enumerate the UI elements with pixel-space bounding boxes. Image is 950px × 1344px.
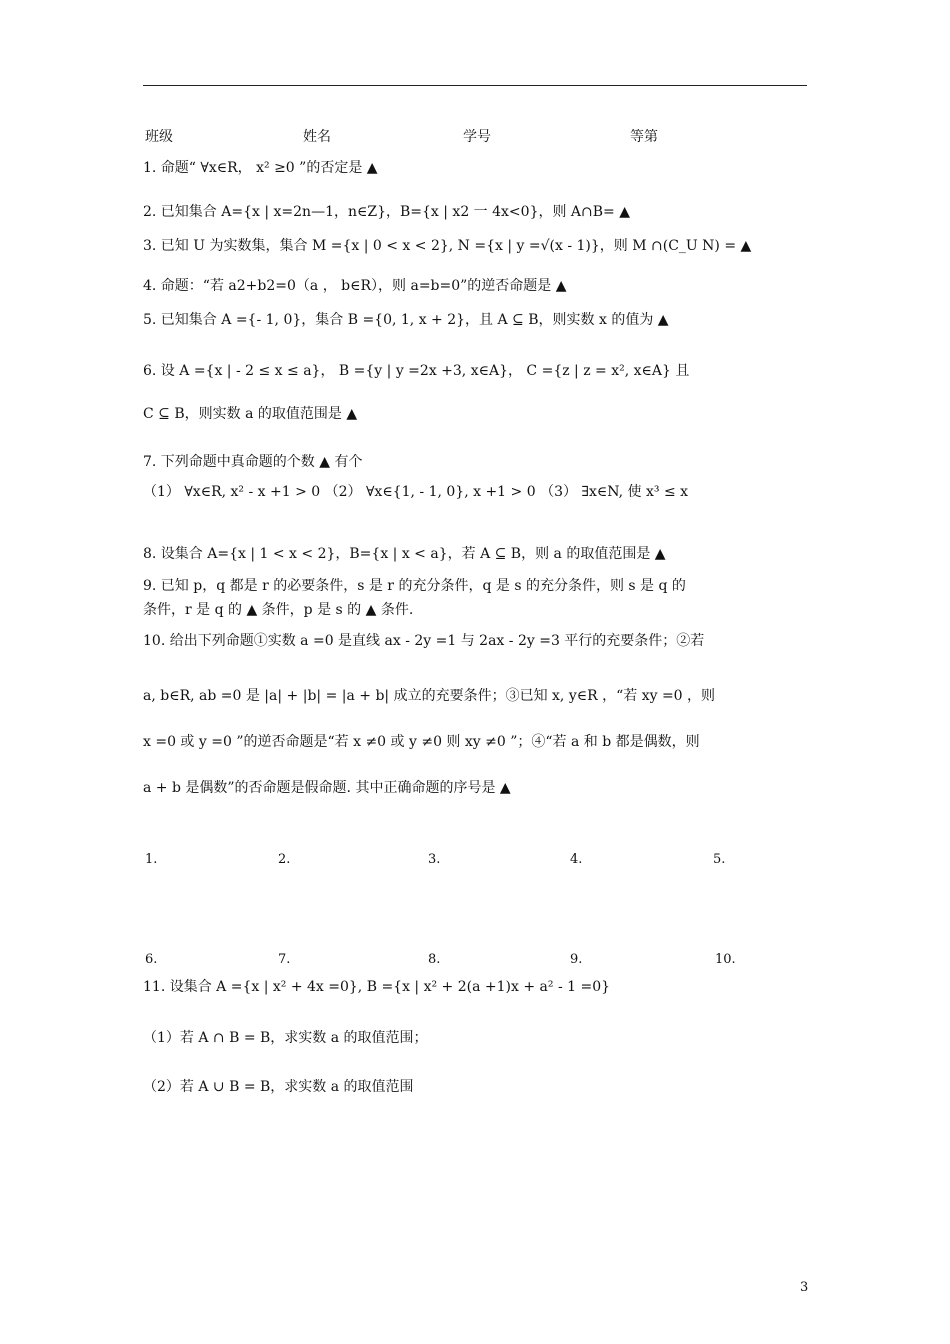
grade-label: 等第	[630, 129, 658, 145]
answer-slot: 7.	[278, 952, 291, 967]
question-7-statements: （1） ∀x∈R, x² - x +1 > 0 （2） ∀x∈{1, - 1, 0}, x +1 > 0 （3） ∃x∈N, 使 x³ ≤ x	[143, 484, 689, 500]
answer-slot: 6.	[145, 952, 158, 967]
answer-slots-row-2	[143, 951, 813, 969]
question-11-part-2: （2）若 A ∪ B = B，求实数 a 的取值范围	[143, 1079, 414, 1095]
question-4: 4. 命题：“若 a2+b2=0（a ， b∈R），则 a=b=0”的逆否命题是 ▲	[143, 278, 567, 294]
question-11: 11. 设集合 A ={x | x² + 4x =0}, B ={x | x² + 2(a +1)x + a² - 1 =0}	[143, 979, 611, 995]
answer-slots-row-1	[143, 851, 813, 869]
class-label: 班级	[145, 129, 173, 145]
student-id-label: 学号	[463, 129, 491, 145]
answer-slot: 5.	[713, 852, 726, 867]
question-6: 6. 设 A ={x | - 2 ≤ x ≤ a}， B ={y | y =2x +3, x∈A}， C ={z | z = x², x∈A} 且	[143, 363, 690, 379]
page-number: 3	[800, 1280, 809, 1295]
answer-slot: 2.	[278, 852, 291, 867]
question-6-continued: C ⊆ B，则实数 a 的取值范围是 ▲	[143, 406, 358, 422]
question-3: 3. 已知 U 为实数集，集合 M ={x | 0 < x < 2}, N ={x | y =√(x - 1)}，则 M ∩(C_U N) = ▲	[143, 238, 752, 254]
question-10: 10. 给出下列命题①实数 a =0 是直线 ax - 2y =1 与 2ax - 2y =3 平行的充要条件；②若	[143, 633, 705, 649]
question-10-line-2: a, b∈R, ab =0 是 |a| + |b| = |a + b| 成立的充要条件；③已知 x, y∈R ，“若 xy =0 ，则	[143, 688, 716, 704]
question-11-part-1: （1）若 A ∩ B = B，求实数 a 的取值范围；	[143, 1030, 428, 1046]
answer-slot: 10.	[715, 952, 736, 967]
answer-slot: 3.	[428, 852, 441, 867]
name-label: 姓名	[303, 129, 331, 145]
question-9: 9. 已知 p，q 都是 r 的必要条件，s 是 r 的充分条件，q 是 s 的充分条件，则 s 是 q 的	[143, 578, 686, 594]
question-7: 7. 下列命题中真命题的个数 ▲ 有个	[143, 454, 363, 470]
question-9-continued: 条件，r 是 q 的 ▲ 条件，p 是 s 的 ▲ 条件.	[143, 602, 414, 618]
student-info-header	[143, 128, 813, 148]
top-rule	[143, 85, 807, 86]
question-1: 1. 命题“ ∀x∈R， x² ≥0 ”的否定是 ▲	[143, 160, 378, 176]
answer-slot: 4.	[570, 852, 583, 867]
question-10-line-4: a + b 是偶数”的否命题是假命题. 其中正确命题的序号是 ▲	[143, 780, 511, 796]
answer-slot: 9.	[570, 952, 583, 967]
answer-slot: 1.	[145, 852, 158, 867]
question-2: 2. 已知集合 A={x | x=2n—1，n∈Z}，B={x | x2 一 4x<0}，则 A∩B= ▲	[143, 204, 631, 220]
question-5: 5. 已知集合 A ={- 1, 0}，集合 B ={0, 1, x + 2}，且 A ⊆ B，则实数 x 的值为 ▲	[143, 312, 669, 328]
question-10-line-3: x =0 或 y =0 ”的逆否命题是“若 x ≠0 或 y ≠0 则 xy ≠0 ”；④“若 a 和 b 都是偶数，则	[143, 734, 700, 750]
answer-slot: 8.	[428, 952, 441, 967]
question-8: 8. 设集合 A={x | 1 < x < 2}，B={x | x < a}，若 A ⊆ B，则 a 的取值范围是 ▲	[143, 546, 666, 562]
